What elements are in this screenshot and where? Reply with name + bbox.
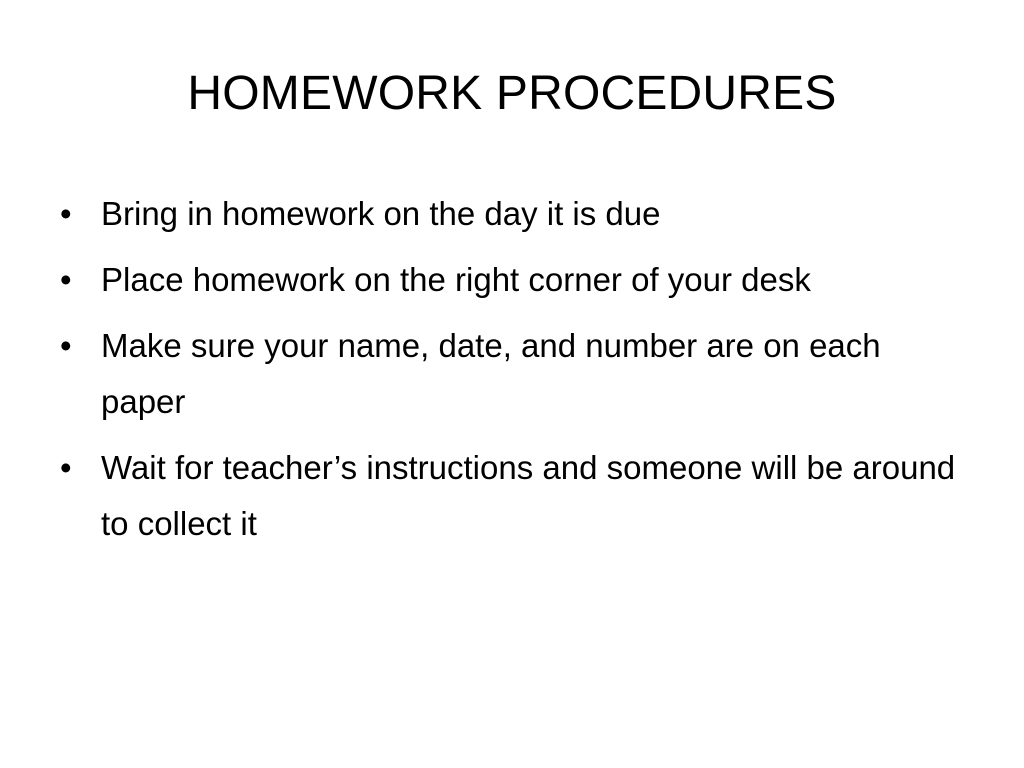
bullet-item [60, 318, 960, 430]
bullet-text: Place homework on the right corner of your desk [101, 261, 811, 298]
bullet-text: Bring in homework on the day it is due [101, 195, 661, 232]
bullet-item [60, 440, 960, 552]
bullet-item [60, 186, 960, 242]
bullet-list [60, 186, 960, 562]
bullet-icon: • [60, 195, 72, 232]
bullet-icon: • [60, 449, 72, 486]
bullet-text: Make sure your name, date, and number are on each paper [101, 327, 881, 420]
bullet-icon: • [60, 327, 72, 364]
bullet-icon: • [60, 261, 72, 298]
bullet-text: Wait for teacher’s instructions and someone will be around to collect it [101, 449, 956, 542]
slide-title: HOMEWORK PROCEDURES [187, 67, 837, 120]
bullet-item [60, 252, 960, 308]
